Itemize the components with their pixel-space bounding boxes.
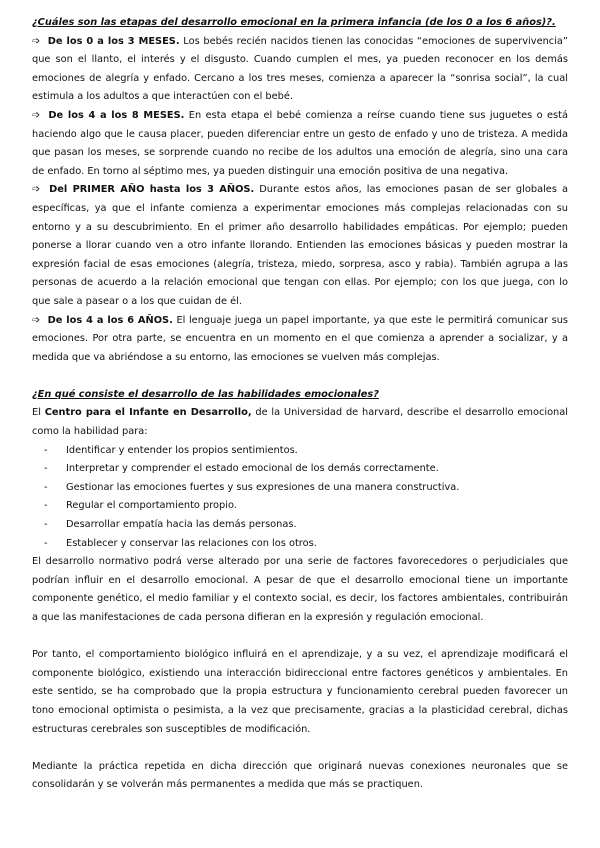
list-item [44, 516, 568, 535]
arrow-bullet-icon: ➩ [32, 109, 41, 121]
list-item-text: Desarrollar empatía hacia las demás personas. [66, 519, 297, 531]
intro-rest: de la Universidad de harvard, describe el desarrollo emocional como la habilidad para: [32, 407, 568, 438]
dash-bullet: - [44, 500, 48, 512]
stage-title: Del PRIMER AÑO hasta los 3 AÑOS. [49, 184, 255, 196]
body-paragraph: Mediante la práctica repetida en dicha dirección que originará nuevas conexiones neuronales que se consolidarán y se volverán más permanentes a medida que más se practiquen. [32, 760, 568, 791]
skills-list [32, 442, 568, 554]
stage-text: El lenguaje juega un papel importante, ya que este le permitirá comunicar sus emociones. Por otra parte, se encuentra en un momento en el que comienza a aprender a socializar, y a medida que va abriéndose a su entorno, las emociones se vuelven más complejas. [32, 314, 569, 363]
dash-bullet: - [44, 519, 48, 531]
spacer [32, 628, 568, 647]
body-paragraph: Por tanto, el comportamiento biológico influirá en el aprendizaje, y a su vez, el aprendizaje modificará el componente biológico, existiendo una interacción bidireccional entre factores genéticos y ambientales. En este sentido, se ha comprobado que la propia estructura y funcionamiento cerebral pueden favorecer un tono emocional optimista o pesimista, a la vez que precisamente, gracias a la plasticidad cerebral, dichas estructuras cerebrales son susceptibles de modificación. [32, 649, 568, 735]
stage-paragraph [32, 33, 568, 107]
intro-paragraph [32, 404, 568, 441]
stage-text: En esta etapa el bebé comienza a reírse cuando tiene sus juguetes o está haciendo algo que le causa placer, pueden diferenciar entre un gesto de enfado y uno de tristeza. A medida que pasan los meses, se sorprende cuando no recibe de los adultos una emoción de alegría, sino una cara de enfado. En torno al séptimo mes, ya pueden distinguir una emoción positiva de una negativa. [32, 109, 568, 177]
list-item-text: Establecer y conservar las relaciones con los otros. [66, 537, 317, 549]
dash-bullet: - [44, 463, 48, 475]
intro-prefix: El [32, 407, 45, 419]
list-item-text: Interpretar y comprender el estado emocional de los demás correctamente. [66, 463, 439, 475]
dash-bullet: - [44, 481, 48, 493]
intro-bold: Centro para el Infante en Desarrollo, [44, 407, 252, 419]
body-paragraph: El desarrollo normativo podrá verse alterado por una serie de factores favorecedores o perjudiciales que podrían influir en el desarrollo emocional. A pesar de que el desarrollo emocional tiene un importante componente genético, el medio familiar y el contexto social, es decir, los factores ambientales, contribuirán a que las manifestaciones de cada persona difieran en la expresión y regulación emocional. [32, 556, 568, 623]
spacer [32, 367, 568, 386]
section-heading-stages: ¿Cuáles son las etapas del desarrollo emocional en la primera infancia (de los 0 a los 6 años)?. [32, 17, 556, 28]
stage-paragraph [32, 312, 568, 368]
arrow-bullet-icon: ➩ [32, 35, 41, 47]
stage-title: De los 4 a los 8 MESES. [48, 109, 185, 121]
list-item-text: Regular el comportamiento propio. [66, 500, 237, 512]
list-item [44, 460, 568, 479]
dash-bullet: - [44, 537, 48, 549]
list-item [44, 442, 568, 461]
list-item-text: Gestionar las emociones fuertes y sus expresiones de una manera constructiva. [66, 481, 460, 493]
stage-title: De los 4 a los 6 AÑOS. [47, 314, 173, 326]
stage-text: Durante estos años, las emociones pasan de ser globales a específicas, ya que el infante comienza a experimentar emociones más complejas relacionadas con su entorno y a su descubrimiento. En el primer año desarrollo habilidades empáticas. Por ejemplo; pueden ponerse a llorar cuando ven a otro infante llorando. Entienden las emociones básicas y pueden mostrar la expresión facial de esas emociones (alegría, tristeza, miedo, sorpresa, asco y rabia). También agrupa a las personas de acuerdo a la relación emocional que tengan con ellas. Por ejemplo; con los que juega, con lo que sale a pasear o a los que cuidan de él. [32, 184, 568, 307]
arrow-bullet-icon: ➩ [32, 314, 41, 326]
list-item [44, 535, 568, 554]
spacer [32, 739, 568, 758]
arrow-bullet-icon: ➩ [32, 184, 41, 196]
section-heading-skills: ¿En qué consiste el desarrollo de las habilidades emocionales? [32, 388, 379, 400]
stage-title: De los 0 a los 3 MESES. [47, 35, 180, 47]
dash-bullet: - [44, 444, 48, 456]
list-item-text: Identificar y entender los propios sentimientos. [66, 444, 298, 456]
stage-text: Los bebés recién nacidos tienen las conocidas “emociones de supervivencia” que son el llanto, el interés y el disgusto. Cuando cumplen el mes, ya pueden reconocer en los demás emociones de alegría y enfado. Cercano a los tres meses, comienza a aparecer la “sonrisa social”, la cual estimula a los adultos a que interactúen con el bebé. [32, 35, 568, 103]
list-item [44, 479, 568, 498]
stage-paragraph [32, 181, 568, 311]
stage-paragraph [32, 107, 568, 181]
list-item [44, 497, 568, 516]
